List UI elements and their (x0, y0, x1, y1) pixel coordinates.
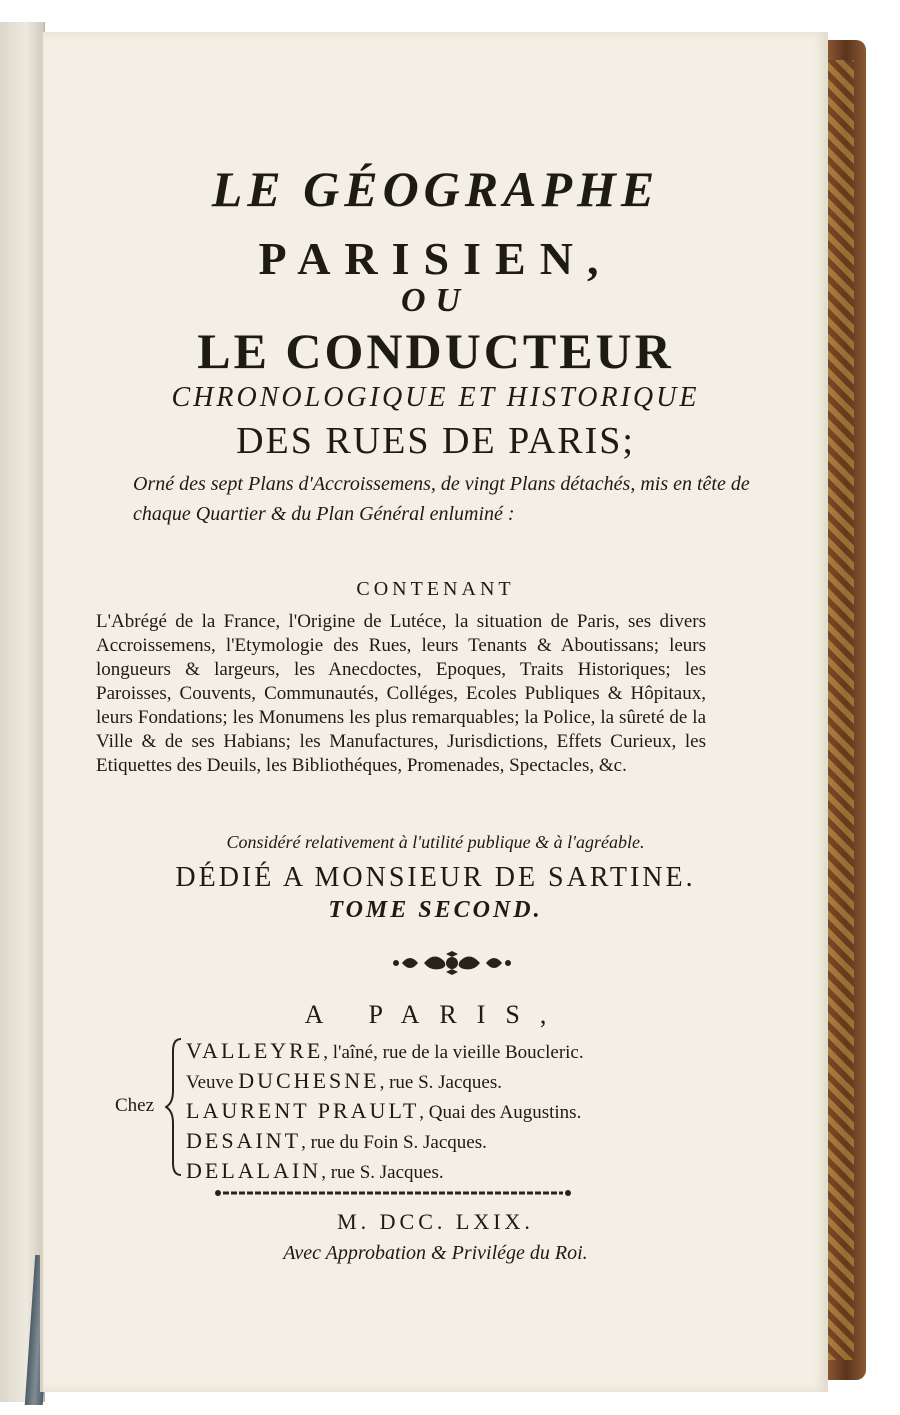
divider-rule (213, 1187, 573, 1199)
dedication: DÉDIÉ A MONSIEUR DE SARTINE. (175, 862, 696, 893)
volume-label: TOME SECOND. (328, 897, 543, 923)
title-line-5: CHRONOLOGIQUE ET HISTORIQUE (171, 382, 700, 413)
title-line-1: LE GÉOGRAPHE (211, 161, 660, 217)
chez-label: Chez (115, 1095, 155, 1116)
publisher-line: DESAINT, rue du Foin S. Jacques. (186, 1128, 487, 1153)
considere-line: Considéré relativement à l'utilité publique & à l'agréable. (226, 832, 645, 852)
title-line-4: LE CONDUCTEUR (197, 323, 674, 379)
brace-ornament (165, 1037, 183, 1177)
publisher-line: LAURENT PRAULT, Quai des Augustins. (186, 1098, 582, 1123)
privilege-line: Avec Approbation & Privilége du Roi. (283, 1242, 588, 1264)
publisher-line: VALLEYRE, l'aîné, rue de la vieille Boucleric. (186, 1038, 584, 1063)
imprint-city: A PARIS, (304, 1000, 567, 1029)
printers-ornament (388, 950, 516, 976)
contenant-heading: CONTENANT (356, 578, 515, 600)
previous-page-edge (0, 22, 45, 1402)
title-line-3: OU (400, 282, 471, 319)
title-line-6: DES RUES DE PARIS; (236, 420, 635, 462)
description-text: Orné des sept Plans d'Accroissemens, de vingt Plans détachés, mis en tête de chaque Quartier & du Plan Général enluminé : (133, 473, 750, 525)
publisher-list (186, 1037, 584, 1187)
publication-year: M. DCC. LXIX. (337, 1209, 534, 1234)
title-page (40, 32, 828, 1392)
publisher-line: DELALAIN, rue S. Jacques. (186, 1158, 444, 1183)
title-line-2: PARISIEN, (258, 233, 613, 284)
publisher-line: Veuve DUCHESNE, rue S. Jacques. (186, 1068, 502, 1093)
contents-paragraph: L'Abrégé de la France, l'Origine de Lutéce, la situation de Paris, ses divers Accroissemens, l'Etymologie des Rues, leurs Tenants & Aboutissans; leurs longueurs & largeurs, les Anecdoctes, Epoques, Traits Historiques; les Paroisses, Couvents, Communautés, Colléges, Ecoles Publiques & Hôpitaux, leurs Fondations; les Monumens les plus remarquables; la Police, la sûreté de la Ville & de ses Habians; les Manufactures, Jurisdictions, Effets Curieux, les Etiquettes des Deuils, les Bibliothéques, Promenades, Spectacles, &c. (96, 611, 706, 776)
